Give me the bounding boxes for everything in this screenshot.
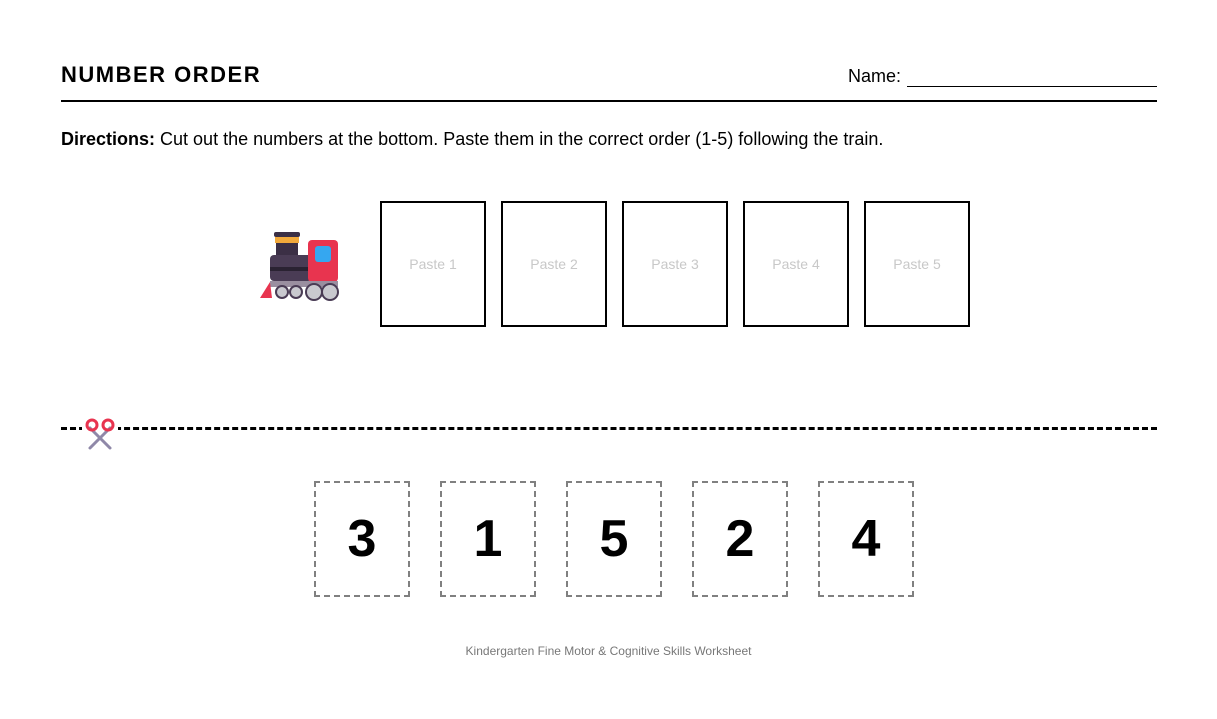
- number-card[interactable]: 3: [314, 481, 410, 597]
- number-card[interactable]: 5: [566, 481, 662, 597]
- directions-lead: Directions:: [61, 129, 156, 149]
- number-cards: [314, 481, 944, 597]
- train-sequence-row: [258, 200, 985, 327]
- paste-box-1[interactable]: Paste 1: [380, 201, 486, 327]
- directions-text: [61, 129, 883, 150]
- train-icon: [258, 222, 342, 306]
- number-card[interactable]: 4: [818, 481, 914, 597]
- paste-box-5[interactable]: Paste 5: [864, 201, 970, 327]
- scissors-icon: [82, 416, 118, 452]
- worksheet-header: [61, 60, 1157, 102]
- page-title: NUMBER ORDER: [61, 62, 262, 87]
- name-field-group: [848, 66, 1157, 87]
- paste-box-3[interactable]: Paste 3: [622, 201, 728, 327]
- directions-body: Cut out the numbers at the bottom. Paste them in the correct order (1-5) following the train.: [155, 129, 884, 149]
- name-writing-line: [907, 70, 1157, 87]
- number-card[interactable]: 1: [440, 481, 536, 597]
- number-card[interactable]: 2: [692, 481, 788, 597]
- name-label: Name:: [847, 66, 901, 86]
- footer-text: Kindergarten Fine Motor & Cognitive Skills Worksheet: [465, 644, 752, 658]
- cut-line: [61, 427, 1157, 430]
- paste-box-4[interactable]: Paste 4: [743, 201, 849, 327]
- paste-box-2[interactable]: Paste 2: [501, 201, 607, 327]
